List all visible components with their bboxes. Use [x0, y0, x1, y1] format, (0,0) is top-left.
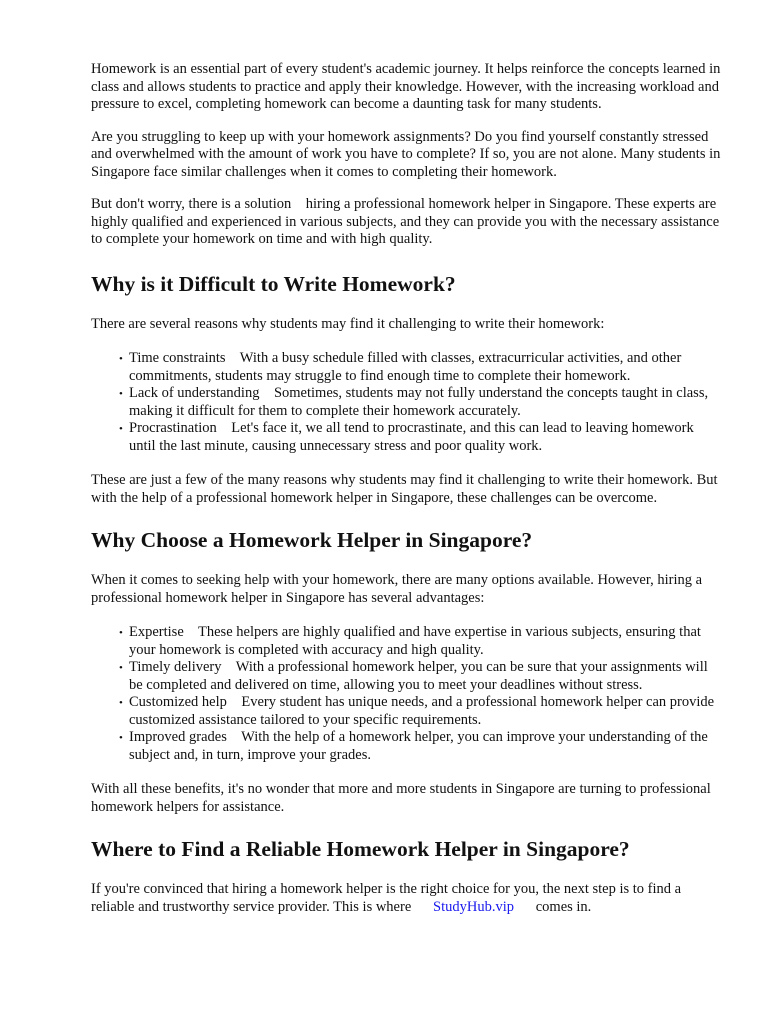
section-2-outro: With all these benefits, it's no wonder that more and more students in Singapore are turning to professional homework helpers for assistance.	[91, 781, 711, 815]
list-item-text: These helpers are highly qualified and have expertise in various subjects, ensuring that your homework is completed with accuracy and high quality.	[129, 624, 701, 658]
intro-paragraph-2: Are you struggling to keep up with your homework assignments? Do you find yourself constantly stressed and overwhelmed with the amount of work you have to complete? If so, you are not alone. Many students in Singapore face similar challenges when it comes to completing their homework.	[91, 128, 721, 180]
section-2-list	[91, 624, 721, 764]
section-3-heading: Where to Find a Reliable Homework Helper in Singapore?	[91, 837, 630, 861]
list-item-term: Time constraints	[129, 350, 226, 366]
list-item	[129, 420, 721, 455]
section-1-list	[91, 350, 721, 455]
list-item-term: Improved grades	[129, 729, 227, 745]
intro-p3-start: But don't worry, there is a solution	[91, 196, 292, 212]
list-item	[129, 624, 721, 659]
list-item	[129, 350, 721, 385]
section-1-lead: There are several reasons why students may find it challenging to write their homework:	[91, 315, 605, 332]
section-3-text-end: comes in.	[535, 898, 592, 915]
list-item-term: Customized help	[129, 694, 227, 710]
list-item	[129, 694, 721, 729]
list-item-term: Procrastination	[129, 420, 217, 436]
list-item-text: With the help of a homework helper, you can improve your understanding of the subject and, in turn, improve your grades.	[129, 729, 708, 763]
section-2-heading: Why Choose a Homework Helper in Singapore?	[91, 528, 533, 552]
list-item-text: Sometimes, students may not fully understand the concepts taught in class, making it difficult for them to complete their homework accurately.	[129, 385, 709, 419]
intro-paragraph-3	[91, 196, 721, 249]
intro-p3-end: hiring a professional homework helper in Singapore. These experts are highly qualified and experienced in various subjects, and they can provide you with the necessary assistance to complete your homework on time and with high quality.	[91, 196, 720, 247]
section-2-lead: When it comes to seeking help with your homework, there are many options available. However, hiring a professional homework helper in Singapore has several advantages:	[91, 572, 703, 606]
studyhub-link[interactable]: StudyHub.vip	[433, 898, 514, 915]
list-item	[129, 659, 721, 694]
list-item	[129, 385, 721, 420]
list-item-term: Lack of understanding	[129, 385, 260, 401]
section-1-outro: These are just a few of the many reasons why students may find it challenging to write their homework. But with the help of a professional homework helper in Singapore, these challenges can be overcome.	[91, 472, 718, 506]
section-3-paragraph	[91, 881, 721, 916]
list-item-term: Expertise	[129, 624, 184, 640]
list-item-text: Let's face it, we all tend to procrastinate, and this can lead to leaving homework until the last minute, causing unnecessary stress and poor quality work.	[129, 420, 694, 454]
list-item-text: With a professional homework helper, you can be sure that your assignments will be completed and delivered on time, allowing you to meet your deadlines without stress.	[129, 659, 708, 693]
section-3-text-start: If you're convinced that hiring a homework helper is the right choice for you, the next step is to find a reliable and trustworthy service provider. This is where	[91, 881, 682, 915]
document-page	[91, 61, 721, 931]
list-item-term: Timely delivery	[129, 659, 222, 675]
section-1-heading: Why is it Difficult to Write Homework?	[91, 271, 456, 296]
list-item	[129, 729, 721, 764]
list-item-text: With a busy schedule filled with classes, extracurricular activities, and other commitments, students may struggle to find enough time to complete their homework.	[129, 350, 682, 384]
intro-paragraph-1: Homework is an essential part of every student's academic journey. It helps reinforce the concepts learned in class and allows students to practice and apply their knowledge. However, with the increasing workload and pressure to excel, completing homework can become a daunting task for many students.	[91, 61, 721, 112]
list-item-text: Every student has unique needs, and a professional homework helper can provide customized assistance tailored to your specific requirements.	[129, 694, 715, 728]
